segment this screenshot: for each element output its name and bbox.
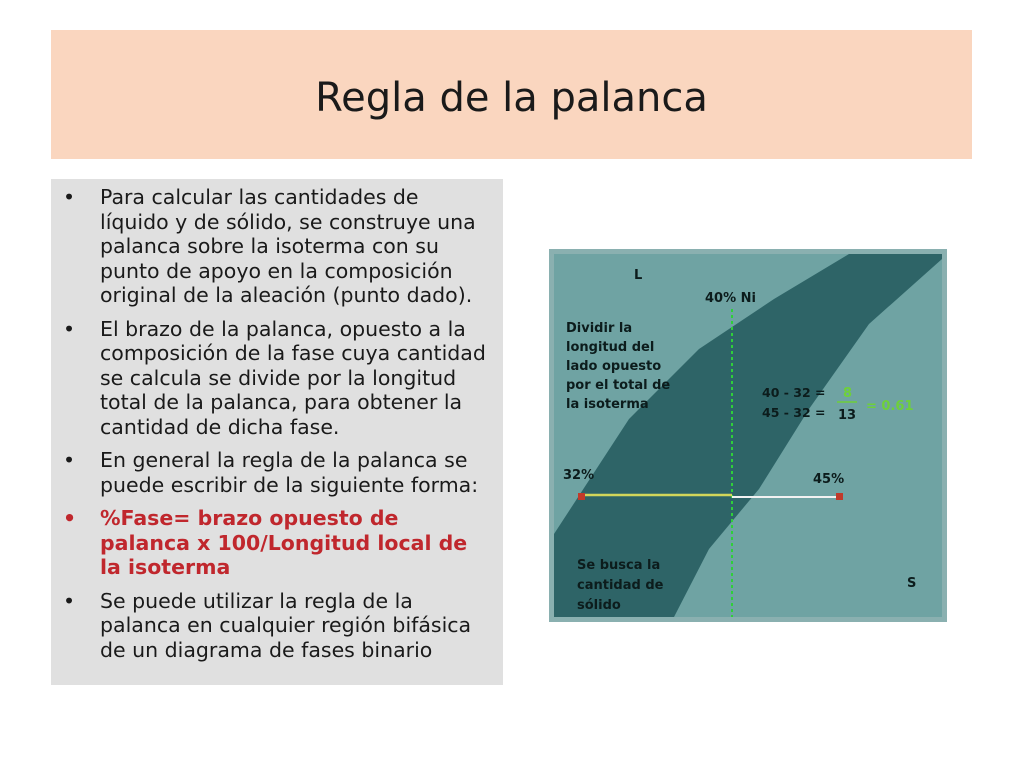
bullet-dot: • (63, 448, 76, 472)
label-l: L (634, 268, 643, 283)
search-line-2: cantidad de (577, 578, 664, 593)
bullet-item (63, 448, 493, 497)
instruction-line-3: lado opuesto (566, 359, 662, 374)
bullet-text: En general la regla de la palanca se puede escribir de la siguiente forma: (100, 448, 479, 497)
slide-title: Regla de la palanca (315, 74, 708, 121)
bullet-dot: • (63, 185, 76, 209)
bullet-dot: • (63, 506, 77, 530)
instruction-line-5: la isoterma (566, 397, 649, 412)
right-point (836, 493, 843, 500)
left-point-label: 32% (563, 468, 595, 483)
right-point-label: 45% (813, 472, 845, 487)
bullet-dot: • (63, 588, 76, 613)
instruction-line-4: por el total de (566, 378, 671, 393)
calc-result: = 0.61 (866, 399, 914, 414)
calc-denominator: 13 (838, 408, 857, 423)
instruction-line-2: longitud del (566, 340, 655, 355)
formula-bullet-item (63, 506, 493, 580)
bullet-text: Para calcular las cantidades de líquido y de sólido, se construye una palanca sobre la isoterma con su punto de apoyo en la composición original de la aleación (punto dado). (100, 185, 476, 307)
composition-label: 40% Ni (705, 291, 756, 306)
instruction-line-1: Dividir la (566, 321, 633, 336)
search-line-1: Se busca la (577, 558, 661, 573)
lever-rule-diagram (549, 249, 947, 622)
calc-row-1: 40 - 32 = (762, 385, 826, 400)
calc-row-2: 45 - 32 = (762, 405, 826, 420)
bullet-list (51, 179, 503, 662)
calc-numerator: 8 (843, 386, 853, 401)
formula-text: %Fase= brazo opuesto de palanca x 100/Longitud local de la isoterma (100, 506, 468, 579)
search-line-3: sólido (577, 598, 621, 613)
title-bar (51, 30, 972, 159)
bullet-dot: • (63, 316, 76, 341)
bullet-text: El brazo de la palanca, opuesto a la composición de la fase cuya cantidad se calcula se divide por la longitud total de la palanca, para obtener la cantidad de dicha fase. (100, 316, 486, 439)
left-point (578, 493, 585, 500)
bullet-item (63, 185, 493, 308)
label-s: S (907, 576, 917, 591)
content-box (51, 179, 503, 685)
bullet-item (63, 317, 493, 440)
bullet-text: Se puede utilizar la regla de la palanca en cualquier región bifásica de un diagrama de fases binario (100, 588, 472, 662)
bullet-item (63, 589, 493, 663)
